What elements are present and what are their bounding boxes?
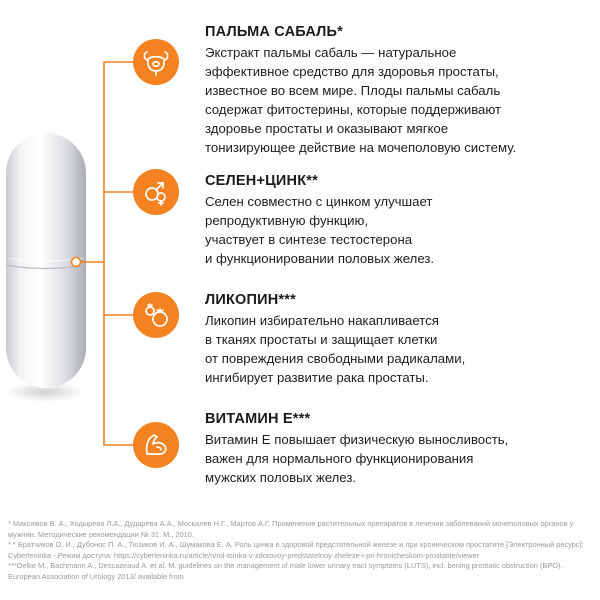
footnote: ***Oelke M., Bachmann A., Descazeaud A. et al. M. guidelines on the management of male lower urinary tract symptoms (LUTS), incl. bening prostatic obstruction (BPO). European Association of Urology 2013/ available from (8, 561, 563, 581)
feature-item (205, 291, 595, 387)
feature-item (205, 23, 595, 157)
prostate-icon (133, 39, 179, 85)
flexed-arm-icon (133, 422, 179, 468)
feature-text: Ликопин избирательно накапливается в тканях простаты и защищает клетки от повреждения свободными радикалами, ингибирует развитие рака простаты. (205, 313, 466, 385)
feature-item (205, 410, 595, 487)
tomato-icon (133, 292, 179, 338)
feature-item (205, 172, 595, 268)
feature-text: Экстракт пальмы сабаль — натуральное эффективное средство для здоровья простаты, известное во всем мире. Плоды пальмы сабаль содержат фитостерины, которые поддерживают здоровье простаты и оказывают мягкое тонизирующее действие на мочеполовую систему. (205, 45, 517, 155)
feature-title: СЕЛЕН+ЦИНК** (205, 173, 318, 189)
footnote: * Максимов В. А., Ходырева Л.А., Дударева А.А., Москалев Н.Г., Мартов А.Г. Применение растительных препаратов в лечении заболеваний мочеполовых органов у мужчин. Методические рекомендации № 31. М., 2010. (8, 519, 574, 539)
gender-symbols-icon (133, 169, 179, 215)
feature-title: ПАЛЬМА САБАЛЬ* (205, 24, 344, 40)
feature-title: ВИТАМИН Е*** (205, 411, 311, 427)
footnote: * * Братчиков О. И., Дубонос П. А., Тюзиков И. А., Шумакова Е. А. Роль цинка в здоровой предстательной железе и при хроническом простатите [Электронный ресурс]: Cyberleninka - Режим доступа: https://cyberleninka.ru/article/n/rol-tsinka-v-zdorovoy-predstatelnoy-zheleze-i-pri-hronicheskom-prostatite/viewer (8, 540, 584, 560)
footnotes (8, 519, 593, 582)
feature-text: Витамин Е повышает физическую выносливость, важен для нормального функционирования мужских половых желез. (205, 432, 509, 485)
feature-text: Селен совместно с цинком улучшает репродуктивную функцию, участвует в синтезе тестостерона и функционировании половых желез. (205, 194, 435, 266)
feature-title: ЛИКОПИН*** (205, 292, 296, 308)
